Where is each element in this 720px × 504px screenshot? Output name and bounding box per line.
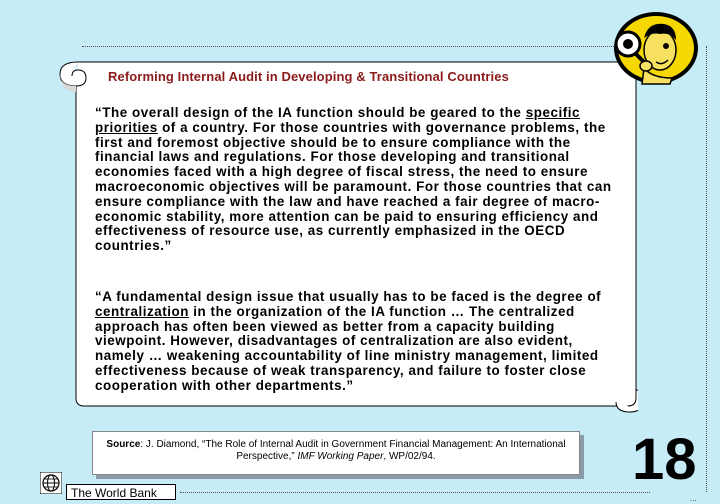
- quote-text: “A fundamental design issue that usually has to be faced is the degree of: [95, 289, 602, 304]
- quote-text: “The overall design of the IA function should be geared to the: [95, 105, 522, 120]
- underlined-phrase: centralization: [95, 303, 190, 319]
- world-bank-globe-icon: [40, 472, 62, 494]
- page-number: 18: [632, 427, 697, 492]
- decorative-dotted-line-right: [706, 46, 707, 492]
- magnifier-character-icon: [596, 8, 700, 88]
- underlined-phrase: specific priorities: [95, 105, 580, 135]
- source-journal: IMF Working Paper: [297, 451, 384, 462]
- trailing-dots: ...: [690, 494, 697, 503]
- source-text-end: , WP/02/94.: [383, 451, 436, 462]
- source-citation: [92, 431, 580, 475]
- decorative-dotted-line-bottom: [180, 492, 650, 493]
- organization-name: The World Bank: [66, 484, 176, 500]
- quote-text: of a country. For those countries with governance problems, the first and foremost objective should be to ensure compliance with the financial laws and regulations. For those developing and transitional economies faced with a high degree of fiscal stress, the need to ensure macroeconomic objectives will be paramount. For those countries that can ensure compliance with the law and have reached a fair degree of macro-economic stability, more attention can be paid to ensuring efficiency and effectiveness of resource use, as currently emphasized in the OECD countries.”: [95, 119, 612, 254]
- quote-text: in the organization of the IA function … The centralized approach has often been viewed as better from a capacity building viewpoint. However, disadvantages of centralization are also evident, namely … weakening accountability of line ministry management, limited effectiveness because of weak transparency, and failure to foster close cooperation with other departments.”: [95, 303, 599, 393]
- source-text: : J. Diamond, “The Role of Internal Audit in Government Financial Management: An International Perspective,”: [140, 439, 566, 462]
- page-title: Reforming Internal Audit in Developing & Transitional Countries: [108, 69, 509, 84]
- quote-priorities: [95, 106, 615, 254]
- source-label: Source: [106, 439, 141, 450]
- quote-centralization: [95, 290, 615, 394]
